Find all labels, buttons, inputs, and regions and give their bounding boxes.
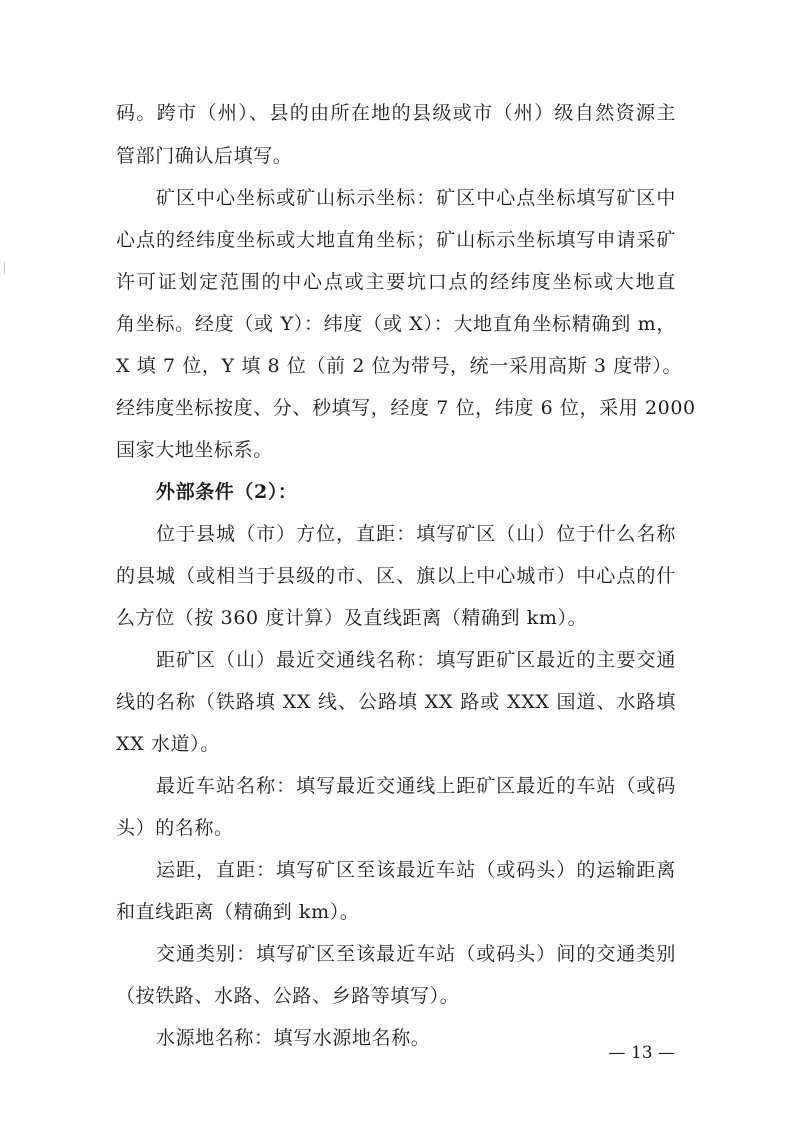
text-line: XX 水道）。 [116, 733, 220, 755]
text-line: 的县城（或相当于县级的市、区、旗以上中心城市）中心点的什 [116, 565, 676, 587]
page-number: — 13 — [608, 1043, 675, 1063]
text-line: 许可证划定范围的中心点或主要坑口点的经纬度坐标或大地直 [116, 271, 676, 293]
text-line: 最近车站名称：填写最近交通线上距矿区最近的车站（或码 [156, 775, 676, 797]
text-line: 水源地名称：填写水源地名称。 [156, 1027, 431, 1049]
text-line: 管部门确认后填写。 [116, 145, 293, 167]
text-line: 经纬度坐标按度、分、秒填写，经度 7 位，纬度 6 位，采用 2000 [116, 397, 696, 419]
text-line: 角坐标。经度（或 Y）：纬度（或 X）：大地直角坐标精确到 m， [116, 313, 676, 335]
text-line: 交通类别：填写矿区至该最近车站（或码头）间的交通类别 [156, 943, 676, 965]
text-line: X 填 7 位，Y 填 8 位（前 2 位为带号，统一采用高斯 3 度带）。 [116, 355, 683, 377]
text-line: 矿区中心坐标或矿山标示坐标：矿区中心点坐标填写矿区中 [156, 187, 676, 209]
text-line: 头）的名称。 [116, 817, 234, 839]
text-line: （按铁路、水路、公路、乡路等填写）。 [116, 985, 460, 1007]
text-line: 和直线距离（精确到 km）。 [116, 901, 360, 923]
text-line: 么方位（按 360 度计算）及直线距离（精确到 km）。 [116, 607, 588, 629]
text-line: 运距，直距：填写矿区至该最近车站（或码头）的运输距离 [156, 859, 676, 881]
text-line: 距矿区（山）最近交通线名称：填写距矿区最近的主要交通 [156, 649, 676, 671]
text-line: 心点的经纬度坐标或大地直角坐标；矿山标示坐标填写申请采矿 [116, 229, 676, 251]
text-line: 线的名称（铁路填 XX 线、公路填 XX 路或 XXX 国道、水路填 [116, 691, 676, 713]
scan-mark [4, 262, 5, 274]
text-line: 国家大地坐标系。 [116, 439, 273, 461]
text-line: 位于县城（市）方位，直距：填写矿区（山）位于什么名称 [156, 523, 676, 545]
text-line: 码。跨市（州）、县的由所在地的县级或市（州）级自然资源主 [116, 102, 676, 124]
section-heading: 外部条件（2）： [156, 481, 298, 503]
